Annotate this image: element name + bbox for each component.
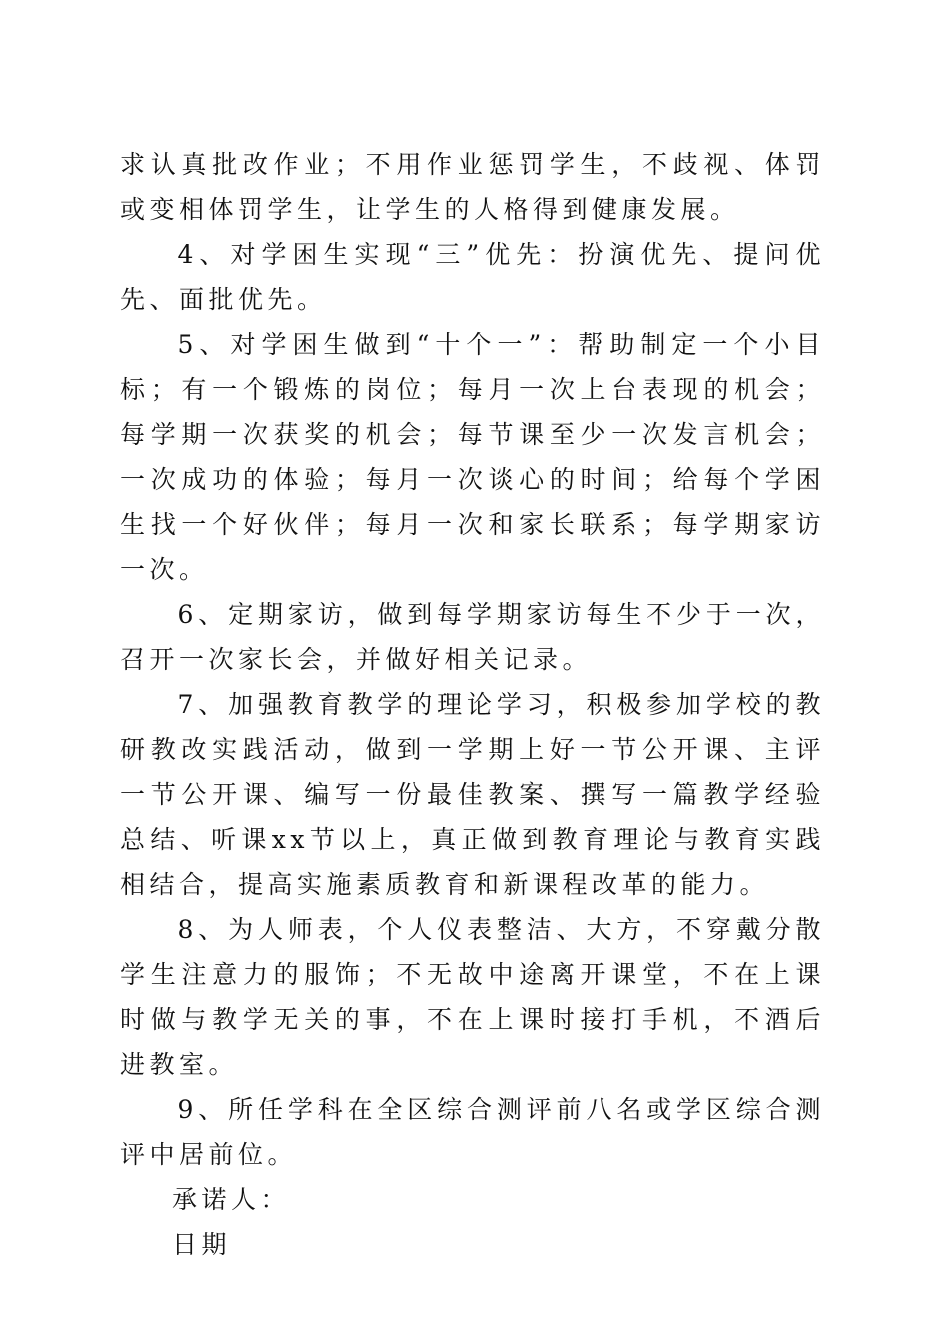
paragraph-item-7: 7、加强教育教学的理论学习，积极参加学校的教研教改实践活动，做到一学期上好一节公开课、主评一节公开课、编写一份最佳教案、撰写一篇教学经验总结、听课xx节以上，真正做到教育理论与教育实践相结合，提高实施素质教育和新课程改革的能力。 [120,690,825,899]
paragraph-item-4: 4、对学困生实现“三”优先：扮演优先、提问优先、面批优先。 [120,240,825,314]
promiser-label: 承诺人： [172,1185,291,1214]
paragraph-continuation: 求认真批改作业；不用作业惩罚学生，不歧视、体罚或变相体罚学生，让学生的人格得到健康发展。 [120,150,825,224]
paragraph-item-9: 9、所任学科在全区综合测评前八名或学区综合测评中居前位。 [120,1095,825,1169]
paragraph-item-5: 5、对学困生做到“十个一”：帮助制定一个小目标；有一个锻炼的岗位；每月一次上台表现的机会；每学期一次获奖的机会；每节课至少一次发言机会；一次成功的体验；每月一次谈心的时间；给每个学困生找一个好伙伴；每月一次和家长联系；每学期家访一次。 [120,330,825,584]
date-label: 日期 [172,1230,232,1259]
paragraph-item-8: 8、为人师表，个人仪表整洁、大方，不穿戴分散学生注意力的服饰；不无故中途离开课堂，不在上课时做与教学无关的事，不在上课时接打手机，不酒后进教室。 [120,915,825,1079]
paragraph-item-6: 6、定期家访，做到每学期家访每生不少于一次，召开一次家长会，并做好相关记录。 [120,600,825,674]
document-body [120,142,825,1267]
